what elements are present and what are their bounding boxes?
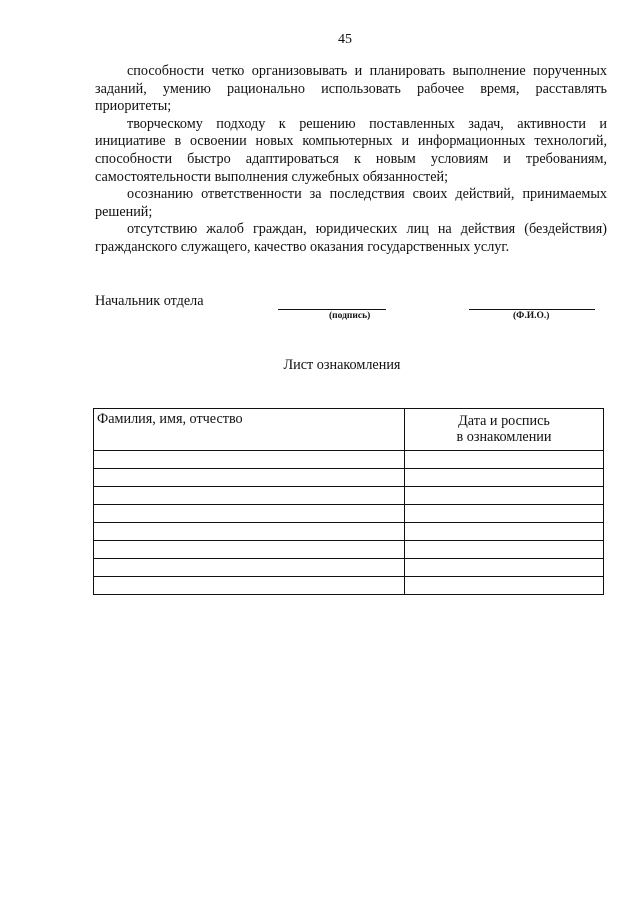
table-cell-date <box>405 451 604 469</box>
table-cell-date <box>405 523 604 541</box>
table-cell-name <box>94 577 405 595</box>
table-row <box>94 451 604 469</box>
page-number: 45 <box>338 32 352 47</box>
table-cell-date <box>405 469 604 487</box>
table-cell-name <box>94 451 405 469</box>
table-row <box>94 577 604 595</box>
paragraph-creativity: творческому подходу к решению поставленных задач, активности и инициативе в освоении новых компьютерных и информационных технологий, способности быстро адаптироваться к новым условиям и требованиям, самостоятельности выполнения служебных обязанностей; <box>95 115 607 185</box>
table-cell-name <box>94 487 405 505</box>
table-cell-date <box>405 505 604 523</box>
table-cell-name <box>94 505 405 523</box>
paragraph-responsibility: осознанию ответственности за последствия своих действий, принимаемых решений; <box>95 186 607 220</box>
column-header-date-line1: Дата и роспись <box>458 413 550 429</box>
signature-block <box>95 293 607 333</box>
table-row <box>94 523 604 541</box>
table-cell-date <box>405 487 604 505</box>
table-cell-date <box>405 541 604 559</box>
name-line <box>469 309 595 310</box>
column-header-date-line2: в ознакомлении <box>456 429 552 445</box>
table-cell-name <box>94 469 405 487</box>
table-cell-name <box>94 541 405 559</box>
body-text <box>95 63 607 257</box>
signature-caption: (подпись) <box>329 311 371 321</box>
column-header-date <box>405 409 604 451</box>
paragraph-organization: способности четко организовывать и планировать выполнение порученных заданий, умению рационально использовать рабочее время, расставлять приоритеты; <box>95 63 607 115</box>
table-row <box>94 505 604 523</box>
table-row <box>94 541 604 559</box>
acknowledgement-table <box>93 408 604 595</box>
table-header-row <box>94 409 604 451</box>
acknowledgement-title: Лист ознакомления <box>283 357 401 373</box>
paragraph-complaints: отсутствию жалоб граждан, юридических лиц на действия (бездействия) гражданского служащего, качество оказания государственных услуг. <box>95 221 607 255</box>
table-cell-name <box>94 559 405 577</box>
column-header-name: Фамилия, имя, отчество <box>94 409 405 451</box>
table-cell-date <box>405 577 604 595</box>
signature-title: Начальник отдела <box>95 293 204 309</box>
name-caption: (Ф.И.О.) <box>513 311 550 321</box>
table-cell-date <box>405 559 604 577</box>
table-row <box>94 559 604 577</box>
signature-line <box>278 309 386 310</box>
table-cell-name <box>94 523 405 541</box>
table-row <box>94 487 604 505</box>
table-row <box>94 469 604 487</box>
